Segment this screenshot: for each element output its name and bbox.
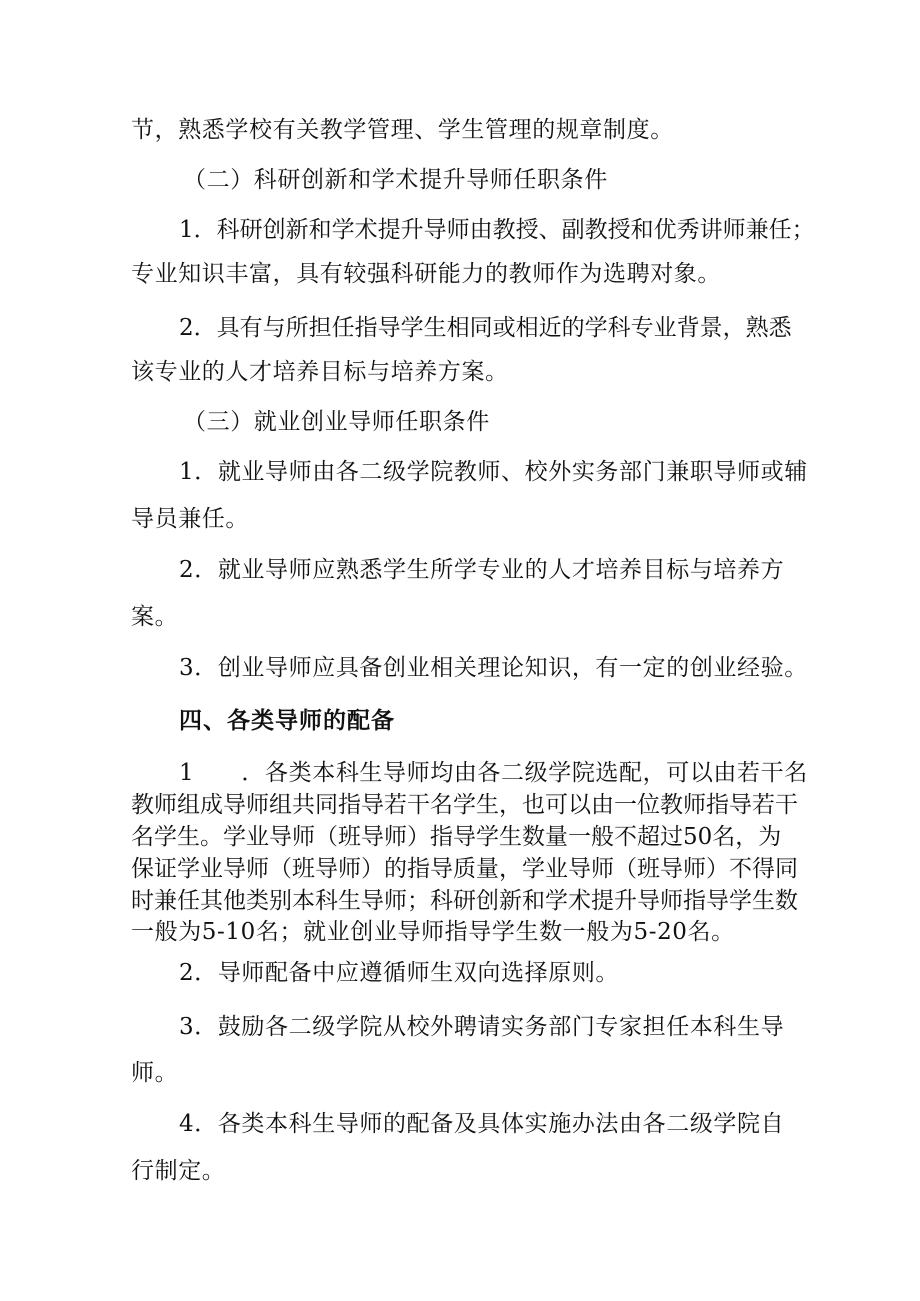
paragraph-line: 师。 xyxy=(131,1060,179,1086)
paragraph-line: 时兼任其他类别本科生导师；科研创新和学术提升导师指导学生数 xyxy=(131,888,798,914)
paragraph-line: 2．具有与所担任指导学生相同或相近的学科专业背景，熟悉 xyxy=(179,315,792,341)
paragraph-line: 教师组成导师组共同指导若干名学生，也可以由一位教师指导若干 xyxy=(131,792,798,818)
section-subheading-research-mentor: （二）科研创新和学术提升导师任职条件 xyxy=(183,167,608,193)
paragraph-line: 1．就业导师由各二级学院教师、校外实务部门兼职导师或辅 xyxy=(179,459,808,485)
paragraph-line: 行制定。 xyxy=(131,1158,226,1184)
section-heading-mentor-allocation: 四、各类导师的配备 xyxy=(179,708,395,734)
paragraph-line: 2．导师配备中应遵循师生双向选择原则。 xyxy=(179,960,620,986)
paragraph-line: 名学生。学业导师（班导师）指导学生数量一般不超过50名，为 xyxy=(131,824,782,850)
paragraph-line: 导员兼任。 xyxy=(131,506,249,532)
paragraph-line: 节，熟悉学校有关教学管理、学生管理的规章制度。 xyxy=(131,117,674,143)
paragraph-line: 案。 xyxy=(131,604,179,630)
section-subheading-employment-mentor: （三）就业创业导师任职条件 xyxy=(183,409,490,435)
paragraph-line: 该专业的人才培养目标与培养方案。 xyxy=(131,359,509,385)
paragraph-line: 专业知识丰富，具有较强科研能力的教师作为选聘对象。 xyxy=(131,261,721,287)
paragraph-line: 2．就业导师应熟悉学生所学专业的人才培养目标与培养方 xyxy=(179,557,785,583)
paragraph-line: 保证学业导师（班导师）的指导质量，学业导师（班导师）不得同 xyxy=(131,856,798,882)
paragraph-line: 一般为5-10名；就业创业导师指导学生数一般为5-20名。 xyxy=(131,919,735,945)
paragraph-line: 1．科研创新和学术提升导师由教授、副教授和优秀讲师兼任； xyxy=(179,217,815,243)
paragraph-line: 4．各类本科生导师的配备及具体实施办法由各二级学院自 xyxy=(179,1111,785,1137)
paragraph-line: 3．鼓励各二级学院从校外聘请实务部门专家担任本科生导 xyxy=(179,1014,785,1040)
paragraph-line: 3．创业导师应具备创业相关理论知识，有一定的创业经验。 xyxy=(179,655,808,681)
paragraph-line: 1 ．各类本科生导师均由各二级学院选配，可以由若干名 xyxy=(179,760,808,786)
